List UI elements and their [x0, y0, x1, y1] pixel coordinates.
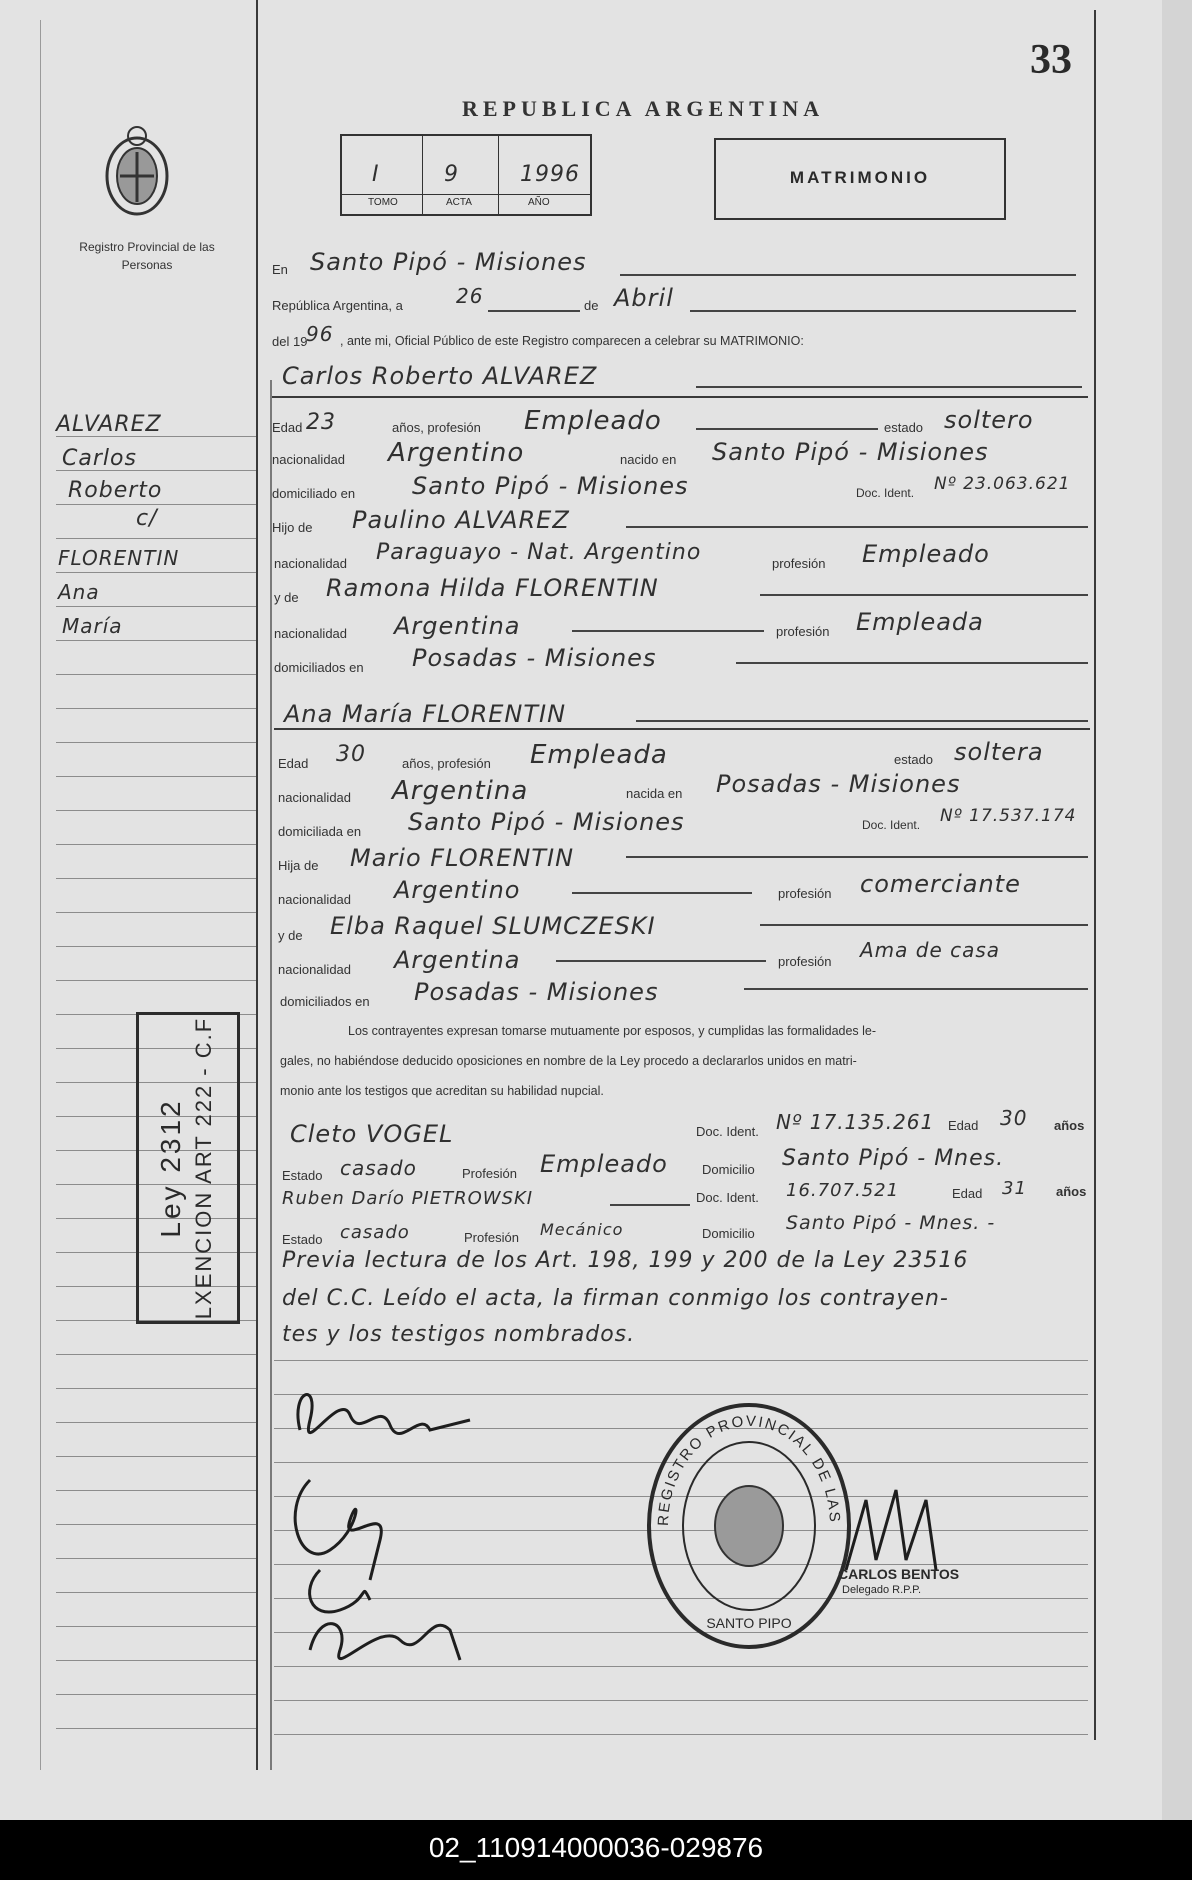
intro-text: , ante mi, Oficial Público de este Registro comparecen a celebrar su MATRIMONIO: — [340, 334, 804, 348]
witness2-age: 31 — [1002, 1178, 1027, 1199]
margin-rule-line — [56, 810, 256, 811]
bride-doms-label: domiciliados en — [280, 994, 370, 1009]
bride-doc-label: Doc. Ident. — [862, 818, 921, 832]
bride-dom-label: domiciliada en — [278, 824, 362, 839]
margin-rule-line — [56, 538, 256, 539]
groom-doc-label: Doc. Ident. — [856, 486, 915, 500]
witness2-doc: 16.707.521 — [786, 1180, 900, 1201]
bride-father-prof: comerciante — [860, 870, 1021, 898]
margin-name-1: ALVAREZ — [56, 412, 162, 437]
groom-status: soltero — [944, 406, 1034, 434]
margin-name-2: Carlos — [62, 446, 137, 471]
groom-mother-prof: Empleada — [856, 608, 984, 636]
groom-nacido-label: nacido en — [620, 452, 677, 467]
witness2-edad-label: Edad — [952, 1186, 983, 1201]
margin-name-4: c/ — [136, 506, 158, 531]
margin-rule-line — [56, 708, 256, 709]
place-value: Santo Pipó - Misiones — [310, 248, 587, 276]
witness2-profession: Mecánico — [540, 1220, 624, 1239]
margin-rule-line — [56, 674, 256, 675]
margin-name-5: FLORENTIN — [58, 546, 180, 570]
acta-value: 9 — [444, 162, 459, 187]
witness1-prof-label: Profesión — [462, 1166, 517, 1181]
margin-rule-line — [56, 640, 256, 641]
bride-mother-nat-label: nacionalidad — [278, 962, 352, 977]
margin-rule-line — [56, 1728, 256, 1729]
bride-mother: Elba Raquel SLUMCZESKI — [330, 912, 656, 940]
groom-parents-dom: Posadas - Misiones — [412, 644, 657, 672]
groom-hijo-label: Hijo de — [272, 520, 313, 535]
groom-mother-prof-label: profesión — [776, 624, 830, 639]
witness1-doc: Nº 17.135.261 — [776, 1110, 935, 1134]
margin-rule-line — [56, 1490, 256, 1491]
registry-seal — [646, 1402, 852, 1650]
tomo-col-label: TOMO — [368, 197, 398, 208]
ano-col-label: AÑO — [528, 197, 550, 208]
groom-mother-nat: Argentina — [394, 612, 521, 640]
margin-rule-line — [56, 1422, 256, 1423]
bride-domicile: Santo Pipó - Misiones — [408, 808, 685, 836]
margin-rule-line — [56, 606, 256, 607]
form-rule-line — [274, 1700, 1088, 1701]
groom-domicile: Santo Pipó - Misiones — [412, 472, 689, 500]
witness1-profession: Empleado — [540, 1150, 668, 1178]
groom-estado-label: estado — [884, 420, 924, 435]
bride-father-nat: Argentino — [394, 876, 521, 904]
groom-doc: Nº 23.063.621 — [934, 474, 1071, 494]
witness1-status: casado — [340, 1156, 417, 1180]
record-type-box — [714, 138, 1006, 220]
country-title: REPUBLICA ARGENTINA — [462, 96, 825, 121]
witness2-dom-label: Domicilio — [702, 1226, 755, 1241]
page-number: 33 — [1030, 37, 1072, 83]
bride-father-nat-label: nacionalidad — [278, 892, 352, 907]
official-name: CARLOS BENTOS — [838, 1566, 960, 1582]
groom-dom-label: domiciliado en — [272, 486, 356, 501]
tomo-value: I — [372, 162, 380, 187]
groom-yde-label: y de — [274, 590, 299, 605]
official-title: Delegado R.P.P. — [842, 1584, 922, 1596]
form-rule-line — [274, 1360, 1088, 1361]
margin-rule-line — [56, 742, 256, 743]
record-type: MATRIMONIO — [789, 168, 931, 187]
exemption-stamp-line2: LXENCION ART 222 - C.F — [191, 1016, 216, 1320]
declaration-line2: gales, no habiéndose deducido oposiciones en nombre de la Ley procedo a declararlos unidos en matri- — [280, 1054, 857, 1068]
groom-birthplace: Santo Pipó - Misiones — [712, 438, 989, 466]
groom-nac-label: nacionalidad — [272, 452, 346, 467]
closing-line1: Previa lectura de los Art. 198, 199 y 200 de la Ley 23516 — [282, 1248, 969, 1273]
ano-value: 1996 — [520, 162, 580, 187]
groom-mother-nat-label: nacionalidad — [274, 626, 348, 641]
margin-rule-line — [56, 844, 256, 845]
witness1-estado-label: Estado — [282, 1168, 323, 1183]
margin-rule-line — [56, 1558, 256, 1559]
witness2-estado-label: Estado — [282, 1232, 323, 1247]
day-value: 26 — [456, 284, 484, 308]
del-label: del 19 — [272, 334, 308, 349]
bride-name: Ana María FLORENTIN — [284, 700, 567, 728]
bride-nac-label: nacionalidad — [278, 790, 352, 805]
month-value: Abril — [614, 284, 674, 312]
witness2-status: casado — [340, 1222, 410, 1243]
declaration-line3: monio ante los testigos que acreditan su habilidad nupcial. — [280, 1084, 604, 1098]
witness2-prof-label: Profesión — [464, 1230, 519, 1245]
witness1-domicile: Santo Pipó - Mnes. — [782, 1146, 1005, 1171]
witness1-doc-label: Doc. Ident. — [696, 1124, 759, 1139]
en-label: En — [272, 262, 288, 277]
witness2-anos-label: años — [1056, 1184, 1087, 1199]
exemption-stamp — [136, 1012, 240, 1324]
bride-father: Mario FLORENTIN — [350, 844, 575, 872]
closing-line3: tes y los testigos nombrados. — [282, 1322, 636, 1347]
registry-label: Registro Provincial de las Personas — [79, 240, 215, 272]
rep-label: República Argentina, a — [272, 298, 403, 313]
groom-nationality: Argentino — [388, 438, 525, 468]
de-label: de — [584, 298, 599, 313]
groom-doms-label: domiciliados en — [274, 660, 364, 675]
margin-rule-line — [56, 980, 256, 981]
bride-mother-nat: Argentina — [394, 946, 521, 974]
margin-rule-line — [56, 1388, 256, 1389]
margin-rule-line — [56, 1626, 256, 1627]
groom-anos-prof-label: años, profesión — [392, 420, 481, 435]
acta-col-label: ACTA — [446, 197, 472, 208]
witness2-name: Ruben Darío PIETROWSKI — [282, 1188, 534, 1209]
groom-name: Carlos Roberto ALVAREZ — [282, 362, 598, 390]
bride-hija-label: Hija de — [278, 858, 319, 873]
margin-rule-line — [56, 1694, 256, 1695]
margin-name-7: María — [62, 614, 123, 638]
bride-yde-label: y de — [278, 928, 303, 943]
margin-rule-line — [56, 504, 256, 505]
margin-name-3: Roberto — [68, 478, 163, 503]
signatures — [280, 1370, 500, 1680]
year-suffix: 96 — [306, 322, 334, 346]
margin-rule-line — [56, 946, 256, 947]
bride-profession: Empleada — [530, 740, 668, 770]
margin-name-6: Ana — [58, 580, 100, 604]
margin-rule-line — [56, 1660, 256, 1661]
margin-rule-line — [56, 1354, 256, 1355]
witness1-anos-label: años — [1054, 1118, 1085, 1133]
bride-status: soltera — [954, 738, 1044, 766]
closing-line2: del C.C. Leído el acta, la firman conmigo los contrayen- — [282, 1286, 949, 1311]
form-left-rule — [270, 380, 272, 1770]
witness1-name: Cleto VOGEL — [290, 1120, 454, 1148]
bride-estado-label: estado — [894, 752, 934, 767]
witness1-dom-label: Domicilio — [702, 1162, 755, 1177]
groom-profession: Empleado — [524, 406, 662, 436]
witness1-edad-label: Edad — [948, 1118, 979, 1133]
form-rule-line — [274, 1734, 1088, 1735]
bride-nationality: Argentina — [392, 776, 529, 806]
seal-town: SANTO PIPO — [706, 1615, 792, 1631]
bride-doc: Nº 17.537.174 — [940, 806, 1077, 826]
witness1-age: 30 — [1000, 1106, 1028, 1130]
margin-rule-line — [56, 912, 256, 913]
bride-birthplace: Posadas - Misiones — [716, 770, 961, 798]
groom-edad-label: Edad — [272, 420, 303, 435]
bride-mother-prof-label: profesión — [778, 954, 832, 969]
seal-text: REGISTRO PROVINCIAL DE LAS — [654, 1412, 844, 1527]
groom-father-prof-label: profesión — [772, 556, 826, 571]
witness2-doc-label: Doc. Ident. — [696, 1190, 759, 1205]
left-margin-rule — [256, 0, 258, 1770]
margin-rule-line — [56, 1524, 256, 1525]
witness2-domicile: Santo Pipó - Mnes. - — [786, 1212, 996, 1234]
margin-rule-line — [56, 878, 256, 879]
file-id: 02_110914000036-029876 — [428, 1832, 764, 1863]
margin-rule-line — [56, 776, 256, 777]
tomo-acta-ano-box — [340, 134, 592, 216]
bride-age: 30 — [336, 742, 366, 767]
bride-anos-prof-label: años, profesión — [402, 756, 491, 771]
bride-mother-prof: Ama de casa — [860, 938, 1001, 962]
groom-father-prof: Empleado — [862, 540, 990, 568]
declaration-line1: Los contrayentes expresan tomarse mutuamente por esposos, y cumplidas las formalidades le- — [348, 1024, 877, 1038]
groom-father-nat: Paraguayo - Nat. Argentino — [376, 540, 702, 565]
margin-rule-line — [56, 1456, 256, 1457]
groom-age: 23 — [306, 410, 336, 435]
margin-rule-line — [56, 572, 256, 573]
right-margin-rule — [1094, 10, 1096, 1740]
coat-of-arms-icon — [98, 124, 176, 220]
groom-father-nat-label: nacionalidad — [274, 556, 348, 571]
groom-father: Paulino ALVAREZ — [352, 506, 570, 534]
bride-edad-label: Edad — [278, 756, 309, 771]
groom-mother: Ramona Hilda FLORENTIN — [326, 574, 659, 602]
page-edge — [1162, 0, 1192, 1820]
bride-father-prof-label: profesión — [778, 886, 832, 901]
margin-rule-line — [56, 1592, 256, 1593]
bride-parents-dom: Posadas - Misiones — [414, 978, 659, 1006]
exemption-stamp-line1: Ley 2312 — [155, 1098, 186, 1238]
bride-nacida-label: nacida en — [626, 786, 683, 801]
far-left-rule — [40, 20, 41, 1770]
